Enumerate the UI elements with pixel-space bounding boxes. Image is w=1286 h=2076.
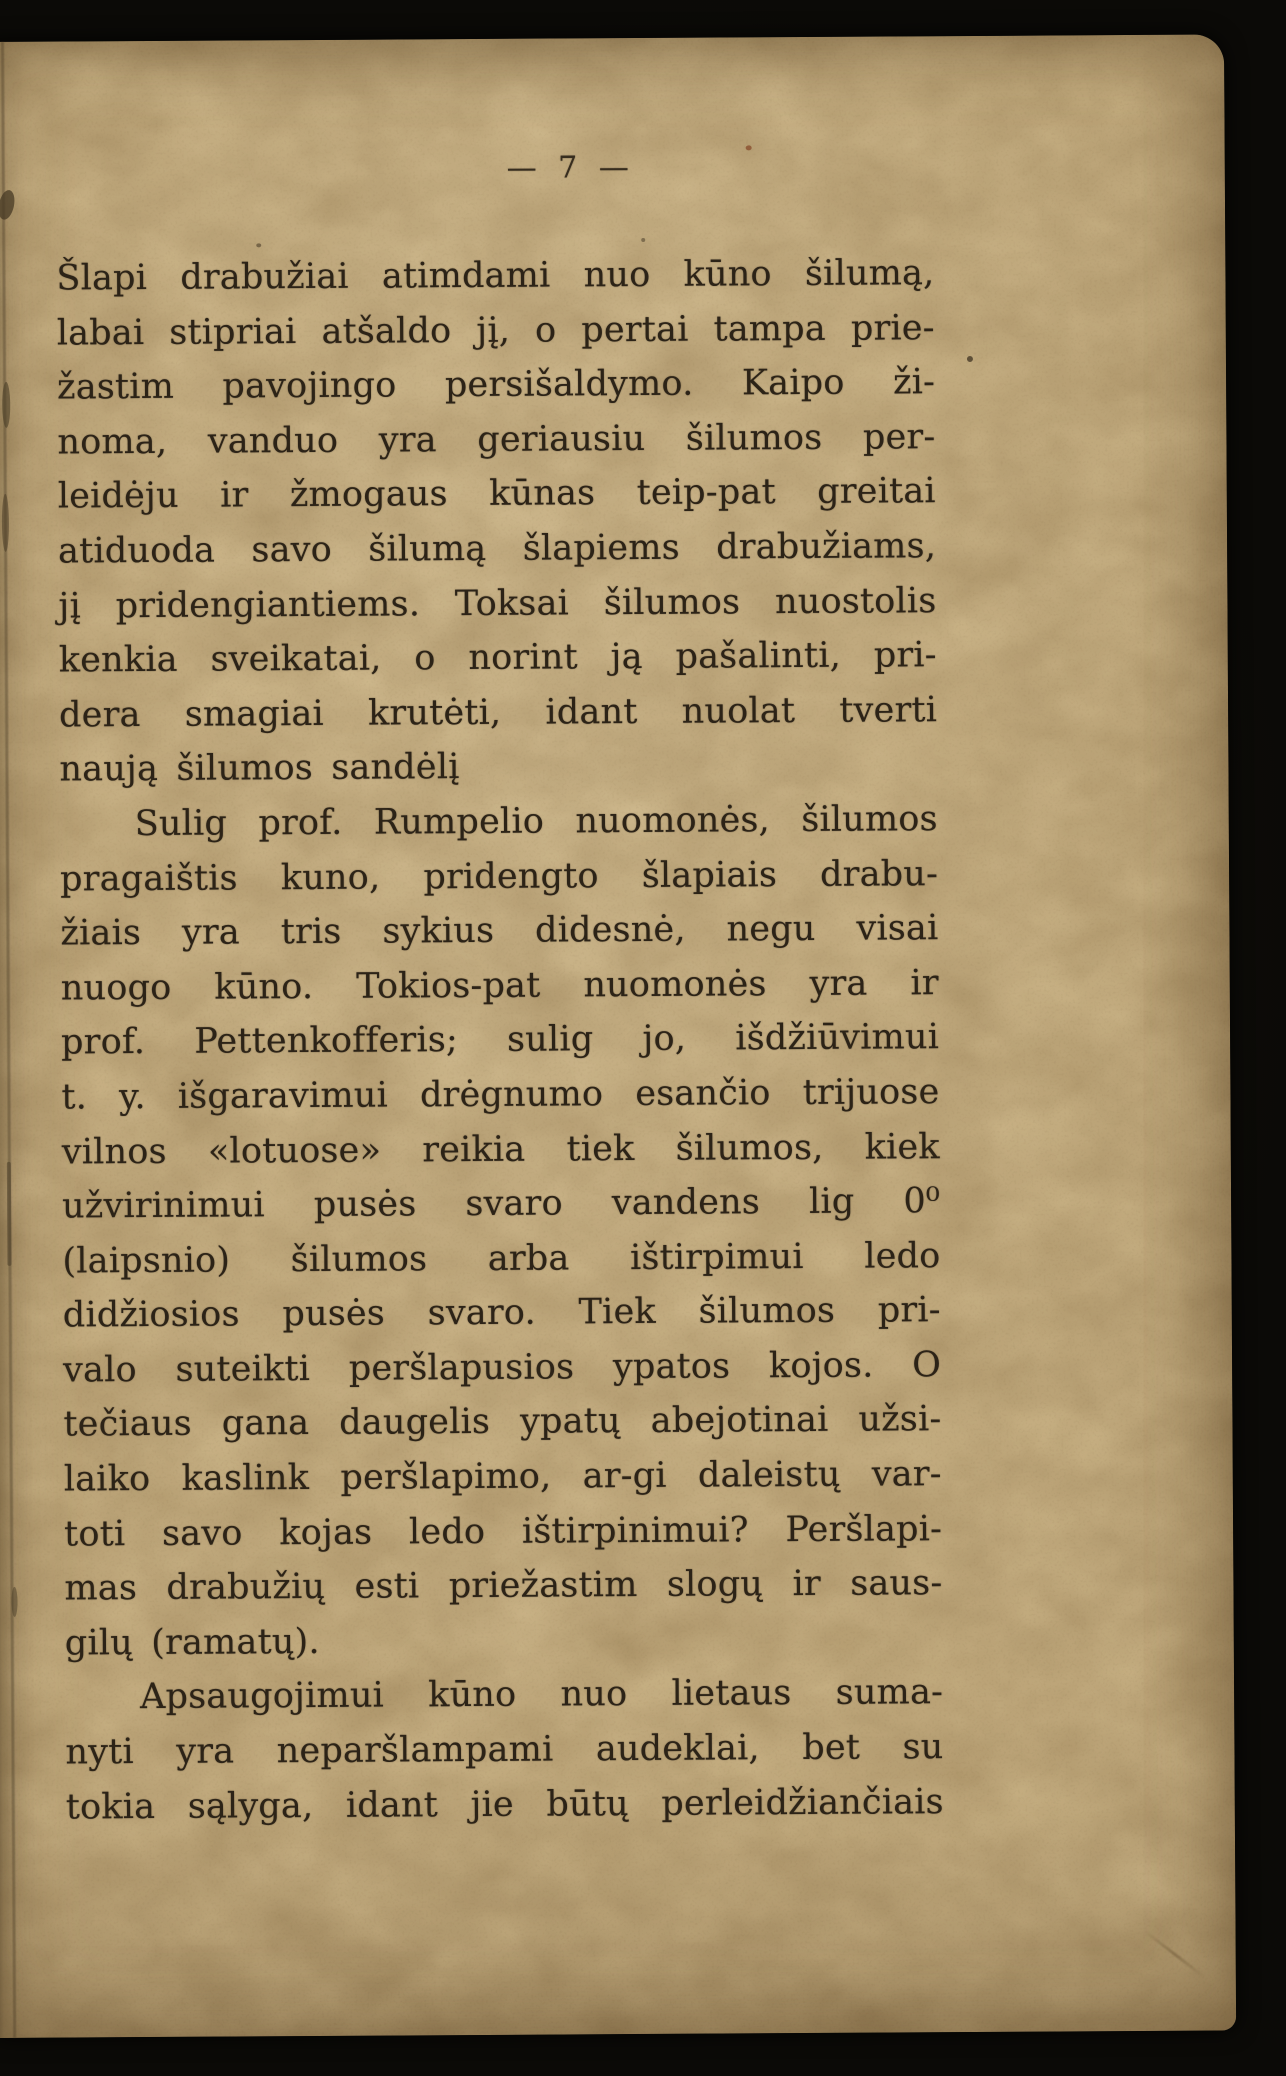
text-line: (laipsnio) šilumos arba ištirpimui ledo [62, 1235, 941, 1282]
text-line: nuogo kūno. Tokios-pat nuomonės yra ir [60, 962, 939, 1009]
text-line: gilų (ramatų). [64, 1621, 320, 1664]
text-line: naują šilumos sandėlį [59, 747, 460, 790]
text-line: laiko kaslink peršlapimo, ar-gi daleistų var- [63, 1454, 942, 1500]
text-line: dera smagiai krutėti, idant nuolat tverti [58, 689, 938, 736]
text-line: nyti yra neparšlampami audeklai, bet su [65, 1727, 944, 1773]
text-line: Šlapi drabužiai atimdami nuo kūno šilumą, [56, 253, 935, 299]
text-line: t. y. išgaravimui drėgnumo esančio trijuose [61, 1072, 940, 1118]
text-line: pragaištis kuno, pridengto šlapiais drabu- [59, 853, 939, 900]
text-line: žiais yra tris sykius didesnė, negu visai [60, 908, 939, 954]
page-crease [1143, 1929, 1207, 1979]
text-line: atiduoda savo šilumą šlapiems drabužiams, [57, 526, 937, 572]
ink-speck [11, 1587, 17, 1617]
text-line: noma, vanduo yra geriausiu šilumos per- [57, 416, 936, 463]
page-text-block [56, 246, 944, 1835]
ink-speck [746, 145, 752, 150]
text-line: žastim pavojingo persišaldymo. Kaipo ži- [56, 362, 936, 408]
page-number: — 7 — [506, 150, 635, 186]
book-page [0, 34, 1236, 2038]
text-line: mas drabužių esti priežastim slogų ir saus- [64, 1563, 943, 1609]
text-line: leidėju ir žmogaus kūnas teip-pat greitai [57, 471, 936, 517]
text-line: vilnos «lotuose» reikia tiek šilumos, kiek [61, 1126, 940, 1173]
ink-speck [256, 243, 261, 247]
text-line: toti savo kojas ledo ištirpinimui? Peršlapi- [63, 1508, 943, 1555]
text-line: kenkia sveikatai, o norint ją pašalinti, pri- [58, 635, 937, 681]
text-line: užvirinimui pusės svaro vandens lig 0⁰ [61, 1181, 941, 1227]
ink-speck [7, 1162, 12, 1266]
text-line: prof. Pettenkofferis; sulig jo, išdžiūvimui [60, 1017, 940, 1063]
ink-speck [967, 356, 973, 362]
text-line: jį pridengiantiems. Toksai šilumos nuostolis [58, 580, 937, 627]
text-line: labai stipriai atšaldo jį, o pertai tampa prie- [56, 307, 935, 354]
text-line: Apsaugojimui kūno nuo lietaus suma- [139, 1672, 944, 1718]
text-line: tokia sąlyga, idant jie būtų perleidžiančiais [65, 1781, 944, 1828]
ink-speck [641, 238, 645, 242]
ink-speck [2, 382, 10, 428]
text-line: didžiosios pusės svaro. Tiek šilumos pri- [62, 1290, 941, 1336]
ink-speck [0, 189, 17, 221]
text-line: valo suteikti peršlapusios ypatos kojos. O [62, 1345, 942, 1391]
text-line: tečiaus gana daugelis ypatų abejotinai užsi- [63, 1399, 942, 1446]
text-line: Sulig prof. Rumpelio nuomonės, šilumos [134, 799, 938, 845]
